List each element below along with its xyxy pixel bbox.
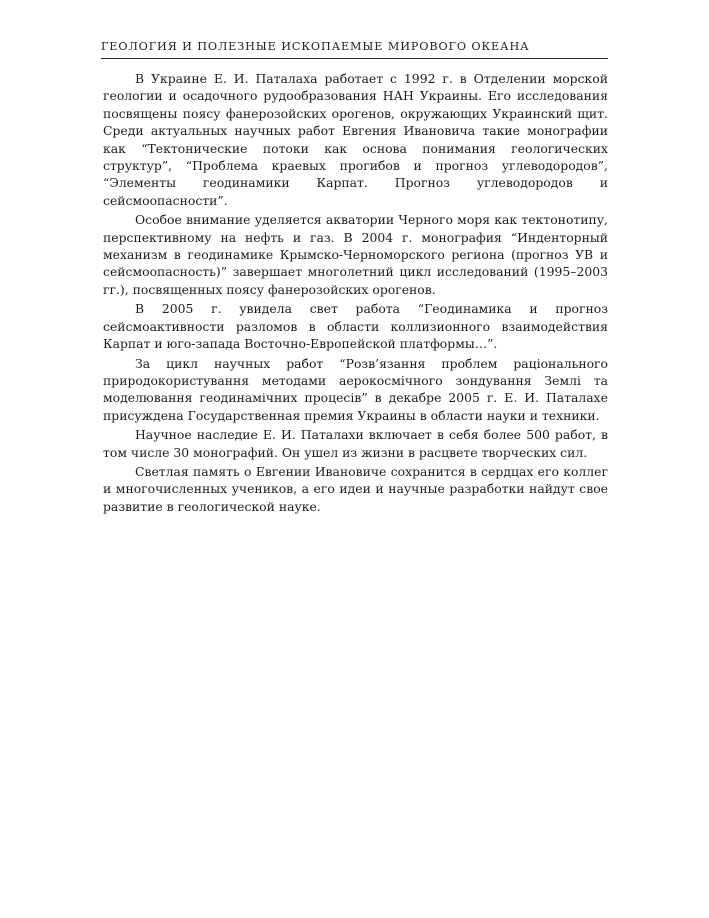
paragraph: В 2005 г. увидела свет работа “Геодинамика и прогноз сейсмоактивности разломов в области коллизионного взаимодействия Карпат и юго-запада Восточно-Европейской платформы…”. <box>103 301 608 352</box>
paragraph: Научное наследие Е. И. Паталахи включает в себя более 500 работ, в том числе 30 монографий. Он ушел из жизни в расцвете творческих сил. <box>103 427 608 460</box>
running-head-title: ГЕОЛОГИЯ И ПОЛЕЗНЫЕ ИСКОПАЕМЫЕ МИРОВОГО ОКЕАНА <box>101 40 530 53</box>
paragraph: Светлая память о Евгении Ивановиче сохранится в сердцах его коллег и многочисленных учеников, а его идеи и научные разработки найдут свое развитие в геологической науке. <box>103 463 608 514</box>
paragraph: В Украине Е. И. Паталаха работает с 1992 г. в Отделении морской геологии и осадочного рудообразования НАН Украины. Его исследования посвящены поясу фанерозойских орогенов, окружающих Украинский щит. Среди актуальных научных работ Евгения Ивановича такие монографии как “Тектонические потоки как основа понимания геологических структур”, “Проблема краевых прогибов и прогноз углеводородов”, “Элементы геодинамики Карпат. Прогноз углеводородов и сейсмоопасности”. <box>103 71 608 208</box>
article-body <box>103 70 608 517</box>
paragraph: Особое внимание уделяется акватории Черного моря как тектонотипу, перспективному на нефть и газ. В 2004 г. монография “Инденторный механизм в геодинамике Крымско-Черноморского региона (прогноз УВ и сейсмоопасность)” завершает многолетний цикл исследований (1995–2003 гг.), посвященных поясу фанерозойских орогенов. <box>103 212 608 297</box>
paragraph: За цикл научных работ “Розв’язання проблем раціонального природокористування методами аерокосмічного зондування Землі та моделювання геодинамічних процесів” в декабре 2005 г. Е. И. Паталахе присуждена Государственная премия Украины в области науки и техники. <box>103 355 608 423</box>
header-rule <box>101 58 608 59</box>
